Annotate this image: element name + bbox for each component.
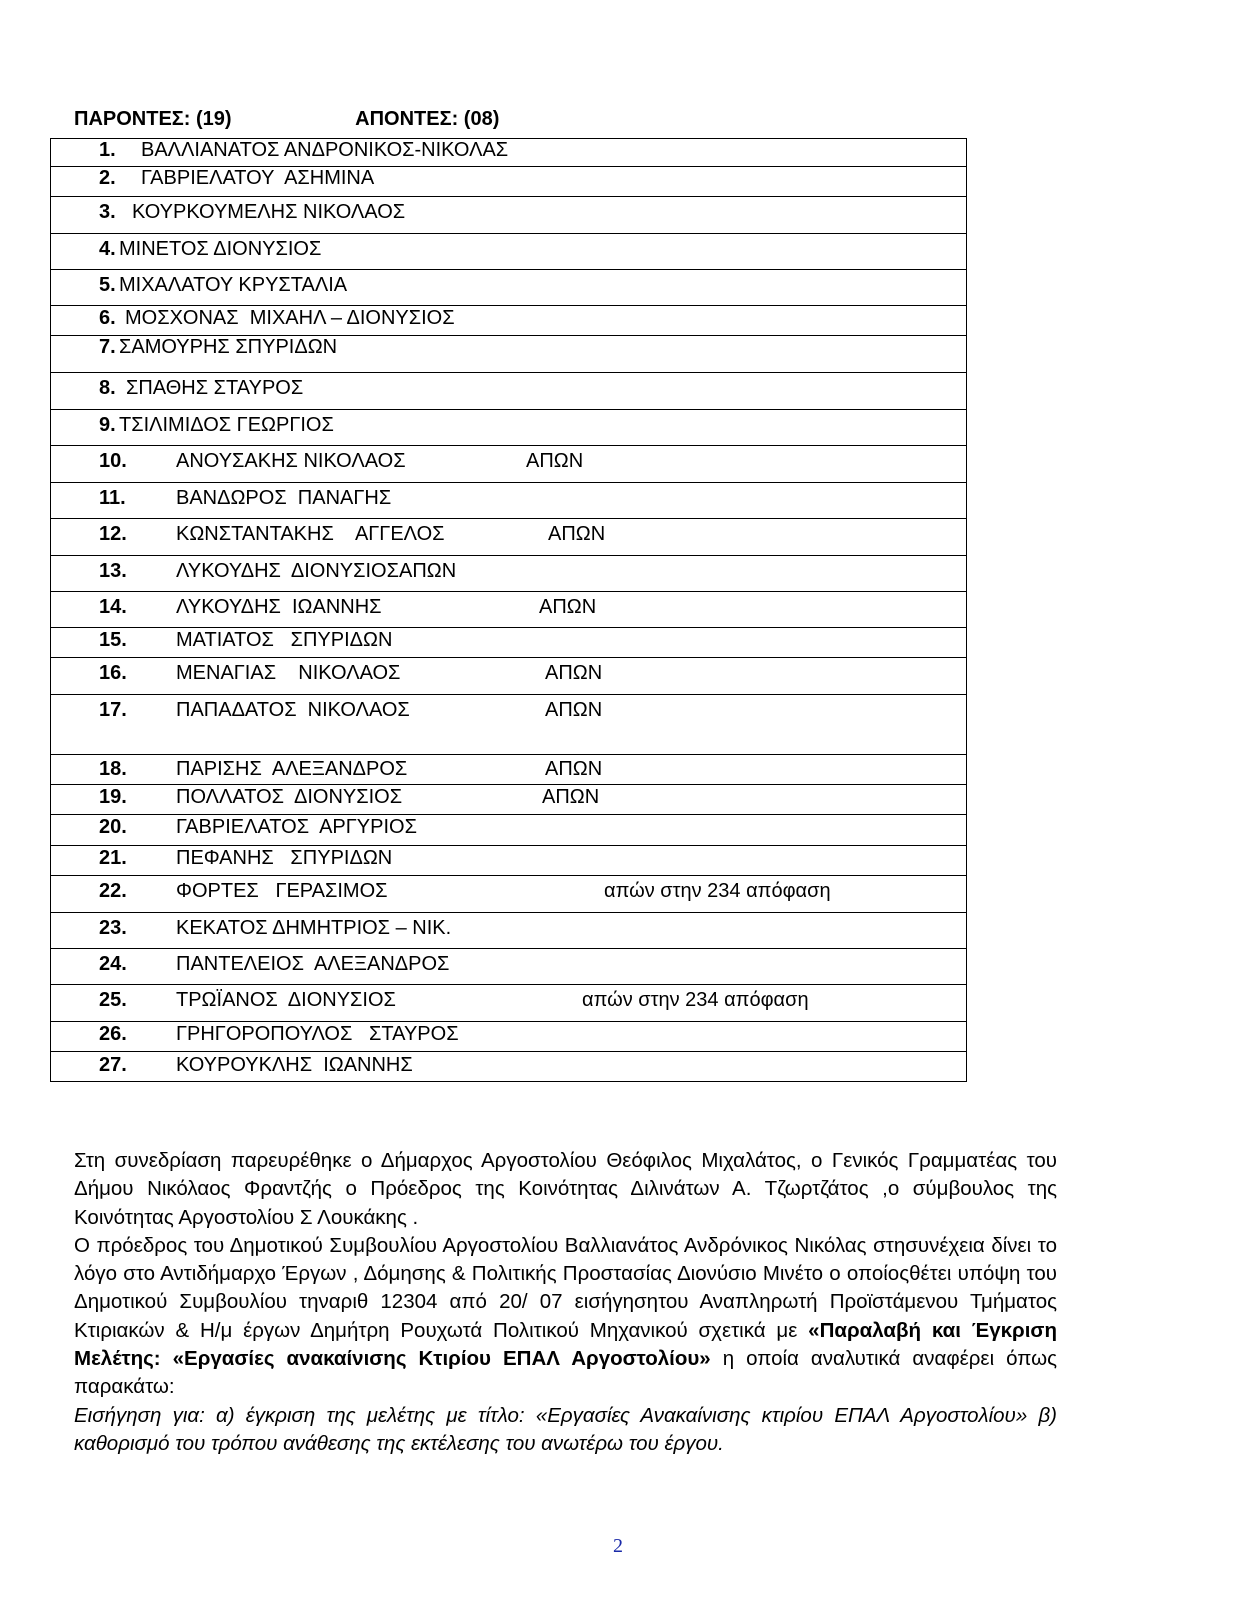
member-cell	[51, 373, 967, 410]
member-name: ΓΡΗΓΟΡΟΠΟΥΛΟΣ ΣΤΑΥΡΟΣ	[176, 1023, 459, 1045]
table-row	[51, 483, 967, 519]
member-number: 6.	[99, 307, 116, 329]
table-row	[51, 519, 967, 556]
member-cell	[51, 519, 967, 556]
member-number: 15.	[99, 629, 127, 651]
proposal-intro: Ο πρόεδρος του Δημοτικού Συμβουλίου Αργοστολίου Βαλλιανάτος Ανδρόνικος Νικόλας στησυνέχεια δίνει το λόγο στο Αντιδήμαρχο Έργων , Δόμησης & Πολιτικής Προστασίας Διονύσιο Μινέτο ο οποίοςθέτει υπόψη του Δημοτικού Συμβουλίου τηναριθ 12304 από 20/ 07 εισήγησητου Αναπληρωτή Προϊστάμενου Τμήματος Κτιριακών & Η/μ έργων Δημήτρη Ρουχωτά Πολιτικού Μηχανικού σχετικά με	[74, 1233, 1057, 1342]
member-name: ΓΑΒΡΙΕΛΑΤΟΥ ΑΣΗΜΙΝΑ	[141, 167, 375, 189]
table-row	[51, 1022, 967, 1052]
member-name: ΚΩΝΣΤΑΝΤΑΚΗΣ ΑΓΓΕΛΟΣ	[176, 523, 445, 545]
member-number: 26.	[99, 1023, 127, 1045]
member-name: ΠΑΝΤΕΛΕΙΟΣ ΑΛΕΞΑΝΔΡΟΣ	[176, 953, 450, 975]
member-cell	[51, 483, 967, 519]
member-note: ΑΠΩΝ	[539, 596, 597, 618]
member-name: ΣΠΑΘΗΣ ΣΤΑΥΡΟΣ	[126, 377, 304, 399]
table-row	[51, 876, 967, 913]
paragraph-proposal	[74, 1232, 1057, 1402]
member-name: ΤΣΙΛΙΜΙΔΟΣ ΓΕΩΡΓΙΟΣ	[119, 414, 334, 436]
table-row	[51, 985, 967, 1022]
member-number: 18.	[99, 758, 127, 780]
proposal-outro: η οποία αναλυτικά αναφέρει όπως παρακάτω:	[74, 1347, 1057, 1399]
members-table	[50, 138, 967, 1082]
member-cell	[51, 592, 967, 628]
paragraph-attendees: Στη συνεδρίαση παρευρέθηκε ο Δήμαρχος Αργοστολίου Θεόφιλος Μιχαλάτος, ο Γενικός Γραμματέας του Δήμου Νικόλαος Φραντζής ο Πρόεδρος της Κοινότητας Διλινάτων Α. Τζωρτζάτος ,ο σύμβουλος της Κοινότητας Αργοστολίου Σ Λουκάκης .	[74, 1149, 1057, 1229]
member-number: 17.	[99, 699, 127, 721]
page-number: 2	[613, 1535, 623, 1557]
member-cell	[51, 1022, 967, 1052]
table-row	[51, 695, 967, 755]
member-number: 4.	[99, 238, 116, 260]
member-cell	[51, 949, 967, 985]
member-cell	[51, 846, 967, 876]
member-name: ΜΙΝΕΤΟΣ ΔΙΟΝΥΣΙΟΣ	[119, 238, 322, 260]
member-cell	[51, 785, 967, 815]
member-number: 12.	[99, 523, 127, 545]
member-name: ΤΡΩΪΑΝΟΣ ΔΙΟΝΥΣΙΟΣ	[176, 989, 396, 1011]
member-name: ΠΑΡΙΣΗΣ ΑΛΕΞΑΝΔΡΟΣ	[176, 758, 408, 780]
member-cell	[51, 695, 967, 755]
member-name: ΜΑΤΙΑΤΟΣ ΣΠΥΡΙΔΩΝ	[176, 629, 393, 651]
member-number: 19.	[99, 786, 127, 808]
paragraph-recommendation: Εισήγηση για: α) έγκριση της μελέτης με τίτλο: «Εργασίες Ανακαίνισης κτιρίου ΕΠΑΛ Αργοστολίου» β) καθορισμό του τρόπου ανάθεσης της εκτέλεσης του ανωτέρω του έργου.	[74, 1403, 1057, 1455]
member-number: 21.	[99, 847, 127, 869]
member-cell	[51, 815, 967, 846]
table-row	[51, 336, 967, 373]
table-row	[51, 234, 967, 270]
table-row	[51, 785, 967, 815]
member-number: 20.	[99, 816, 127, 838]
member-cell	[51, 876, 967, 913]
member-number: 5.	[99, 274, 116, 296]
table-row	[51, 446, 967, 483]
table-row	[51, 815, 967, 846]
member-cell	[51, 234, 967, 270]
table-row	[51, 410, 967, 446]
member-name: ΠΕΦΑΝΗΣ ΣΠΥΡΙΔΩΝ	[176, 847, 393, 869]
member-number: 2.	[99, 167, 116, 189]
member-cell	[51, 167, 967, 197]
member-cell	[51, 658, 967, 695]
table-row	[51, 592, 967, 628]
member-name: ΑΝΟΥΣΑΚΗΣ ΝΙΚΟΛΑΟΣ	[176, 450, 406, 472]
member-number: 25.	[99, 989, 127, 1011]
proposal-subject: «Παραλαβή και Έγκριση Μελέτης: «Εργασίες ανακαίνισης Κτιρίου ΕΠΑΛ Αργοστολίου»	[74, 1318, 1057, 1371]
member-name: ΠΑΠΑΔΑΤΟΣ ΝΙΚΟΛΑΟΣ	[176, 699, 410, 721]
member-name: ΛΥΚΟΥΔΗΣ ΙΩΑΝΝΗΣ	[176, 596, 382, 618]
member-number: 22.	[99, 880, 127, 902]
member-note: ΑΠΩΝ	[545, 699, 603, 721]
member-cell	[51, 556, 967, 592]
table-row	[51, 373, 967, 410]
member-number: 10.	[99, 450, 127, 472]
member-number: 11.	[99, 487, 126, 509]
attendance-header	[74, 108, 499, 131]
member-note: απών στην 234 απόφαση	[604, 880, 831, 902]
member-name: ΚΟΥΡΚΟΥΜΕΛΗΣ ΝΙΚΟΛΑΟΣ	[132, 201, 406, 223]
member-number: 8.	[99, 377, 116, 399]
member-name: ΜΟΣΧΟΝΑΣ ΜΙΧΑΗΛ – ΔΙΟΝΥΣΙΟΣ	[125, 307, 455, 329]
member-number: 1.	[99, 139, 116, 161]
member-name: ΒΑΝΔΩΡΟΣ ΠΑΝΑΓΗΣ	[176, 487, 392, 509]
member-note: ΑΠΩΝ	[526, 450, 584, 472]
table-row	[51, 846, 967, 876]
member-name: ΚΟΥΡΟΥΚΛΗΣ ΙΩΑΝΝΗΣ	[176, 1054, 413, 1076]
table-row	[51, 949, 967, 985]
member-note: ΑΠΩΝ	[548, 523, 606, 545]
member-number: 16.	[99, 662, 127, 684]
table-row	[51, 628, 967, 658]
member-number: 24.	[99, 953, 127, 975]
member-number: 23.	[99, 917, 127, 939]
member-name: ΦΟΡΤΕΣ ΓΕΡΑΣΙΜΟΣ	[176, 880, 388, 902]
table-row	[51, 270, 967, 306]
member-number: 3.	[99, 201, 116, 223]
present-count: ΠΑΡΟΝΤΕΣ: (19)	[74, 108, 232, 130]
member-name: ΜΕΝΑΓΙΑΣ ΝΙΚΟΛΑΟΣ	[176, 662, 401, 684]
member-note: ΑΠΩΝ	[542, 786, 600, 808]
member-name: ΠΟΛΛΑΤΟΣ ΔΙΟΝΥΣΙΟΣ	[176, 786, 403, 808]
table-row	[51, 1052, 967, 1082]
member-name: ΓΑΒΡΙΕΛΑΤΟΣ ΑΡΓΥΡΙΟΣ	[176, 816, 417, 838]
table-row	[51, 306, 967, 336]
member-cell	[51, 985, 967, 1022]
member-cell	[51, 1052, 967, 1082]
member-cell	[51, 139, 967, 167]
member-name: ΒΑΛΛΙΑΝΑΤΟΣ ΑΝΔΡΟΝΙΚΟΣ-ΝΙΚΟΛΑΣ	[141, 139, 509, 161]
member-name: ΣΑΜΟΥΡΗΣ ΣΠΥΡΙΔΩΝ	[119, 336, 338, 358]
member-note: απών στην 234 απόφαση	[582, 989, 809, 1011]
member-cell	[51, 913, 967, 949]
member-name: ΚΕΚΑΤΟΣ ΔΗΜΗΤΡΙΟΣ – ΝΙΚ.	[176, 917, 452, 939]
member-note: ΑΠΩΝ	[545, 758, 603, 780]
member-cell	[51, 628, 967, 658]
member-number: 14.	[99, 596, 127, 618]
table-row	[51, 167, 967, 197]
member-number: 13.	[99, 560, 127, 582]
member-cell	[51, 410, 967, 446]
table-row	[51, 755, 967, 785]
member-cell	[51, 270, 967, 306]
table-row	[51, 913, 967, 949]
member-number: 27.	[99, 1054, 127, 1076]
member-name: ΛΥΚΟΥΔΗΣ ΔΙΟΝΥΣΙΟΣΑΠΩΝ	[176, 560, 457, 582]
member-cell	[51, 446, 967, 483]
table-row	[51, 556, 967, 592]
member-note: ΑΠΩΝ	[545, 662, 603, 684]
table-row	[51, 658, 967, 695]
table-row	[51, 197, 967, 234]
member-number: 7.	[99, 336, 116, 358]
table-row	[51, 139, 967, 167]
member-number: 9.	[99, 414, 116, 436]
member-name: ΜΙΧΑΛΑΤΟΥ ΚΡΥΣΤΑΛΙΑ	[119, 274, 348, 296]
member-cell	[51, 755, 967, 785]
member-cell	[51, 306, 967, 336]
minutes-text	[74, 1147, 1057, 1458]
member-cell	[51, 336, 967, 373]
absent-count: ΑΠΟΝΤΕΣ: (08)	[355, 108, 500, 130]
member-cell	[51, 197, 967, 234]
